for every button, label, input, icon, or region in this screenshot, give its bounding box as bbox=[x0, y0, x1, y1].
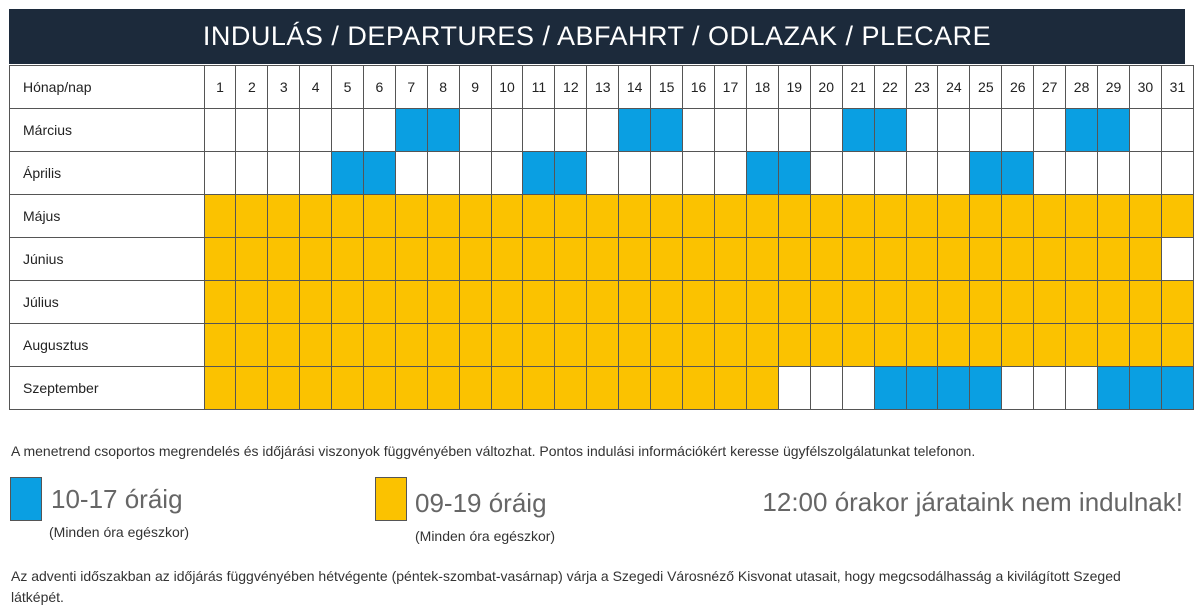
schedule-note: A menetrend csoportos megrendelés és időjárási viszonyok függvényében változhat. Pontos indulási információkért keresse ügyfélszolgálatunkat telefonon. bbox=[11, 443, 976, 459]
month-row bbox=[10, 324, 1194, 367]
day-cell-yellow bbox=[236, 238, 268, 281]
day-cell-yellow bbox=[204, 238, 236, 281]
day-cell-empty bbox=[810, 152, 842, 195]
day-cell-empty bbox=[938, 109, 970, 152]
day-cell-yellow bbox=[683, 367, 715, 410]
day-cell-empty bbox=[810, 367, 842, 410]
day-cell-empty bbox=[778, 367, 810, 410]
page-title: INDULÁS / DEPARTURES / ABFAHRT / ODLAZAK / PLECARE bbox=[9, 9, 1185, 64]
day-cell-yellow bbox=[395, 367, 427, 410]
day-cell-yellow bbox=[491, 195, 523, 238]
day-cell-yellow bbox=[778, 281, 810, 324]
day-cell-yellow bbox=[1098, 238, 1130, 281]
day-cell-yellow bbox=[746, 195, 778, 238]
day-cell-blue bbox=[427, 109, 459, 152]
day-header: 18 bbox=[746, 66, 778, 109]
day-cell-yellow bbox=[268, 238, 300, 281]
day-header: 3 bbox=[268, 66, 300, 109]
day-cell-blue bbox=[746, 152, 778, 195]
day-cell-yellow bbox=[268, 367, 300, 410]
day-cell-yellow bbox=[619, 195, 651, 238]
schedule-body bbox=[10, 109, 1194, 410]
day-cell-empty bbox=[1066, 152, 1098, 195]
day-cell-yellow bbox=[1002, 324, 1034, 367]
day-header: 9 bbox=[459, 66, 491, 109]
day-cell-blue bbox=[1129, 367, 1161, 410]
month-row bbox=[10, 281, 1194, 324]
day-cell-yellow bbox=[842, 195, 874, 238]
day-header: 15 bbox=[651, 66, 683, 109]
day-cell-yellow bbox=[874, 324, 906, 367]
day-cell-yellow bbox=[555, 195, 587, 238]
day-cell-yellow bbox=[332, 367, 364, 410]
day-cell-blue bbox=[874, 109, 906, 152]
day-cell-yellow bbox=[236, 281, 268, 324]
day-header: 11 bbox=[523, 66, 555, 109]
day-cell-blue bbox=[523, 152, 555, 195]
day-cell-yellow bbox=[587, 195, 619, 238]
day-cell-yellow bbox=[1098, 324, 1130, 367]
day-header: 10 bbox=[491, 66, 523, 109]
day-header: 1 bbox=[204, 66, 236, 109]
day-cell-yellow bbox=[587, 324, 619, 367]
day-cell-yellow bbox=[491, 238, 523, 281]
day-cell-yellow bbox=[300, 367, 332, 410]
day-cell-yellow bbox=[1129, 324, 1161, 367]
corner-label: Hónap/nap bbox=[10, 66, 205, 109]
month-label: Szeptember bbox=[10, 367, 205, 410]
day-cell-yellow bbox=[778, 195, 810, 238]
day-header: 22 bbox=[874, 66, 906, 109]
day-cell-empty bbox=[1129, 109, 1161, 152]
day-cell-empty bbox=[778, 109, 810, 152]
day-cell-empty bbox=[906, 152, 938, 195]
day-cell-empty bbox=[427, 152, 459, 195]
day-cell-yellow bbox=[268, 324, 300, 367]
day-cell-empty bbox=[810, 109, 842, 152]
day-cell-blue bbox=[842, 109, 874, 152]
day-cell-yellow bbox=[1161, 195, 1193, 238]
day-cell-empty bbox=[746, 109, 778, 152]
day-cell-yellow bbox=[300, 238, 332, 281]
day-cell-yellow bbox=[714, 238, 746, 281]
day-header: 5 bbox=[332, 66, 364, 109]
blue-legend-label: 10-17 óráig bbox=[51, 484, 183, 514]
advent-footer-note: Az adventi időszakban az időjárás függvényében hétvégente (péntek-szombat-vasárnap) várja a Szegedi Városnéző Kisvonat utasait, hogy megcsodálhasság a kivilágított Szeged látképét. bbox=[11, 568, 1121, 605]
day-cell-yellow bbox=[204, 367, 236, 410]
day-header: 19 bbox=[778, 66, 810, 109]
day-cell-yellow bbox=[459, 324, 491, 367]
day-cell-yellow bbox=[204, 281, 236, 324]
day-cell-yellow bbox=[970, 238, 1002, 281]
day-cell-yellow bbox=[1066, 281, 1098, 324]
day-header: 16 bbox=[683, 66, 715, 109]
month-label: Március bbox=[10, 109, 205, 152]
day-cell-yellow bbox=[395, 238, 427, 281]
day-cell-empty bbox=[1161, 238, 1193, 281]
day-cell-yellow bbox=[1034, 238, 1066, 281]
day-cell-yellow bbox=[1002, 238, 1034, 281]
day-header: 30 bbox=[1129, 66, 1161, 109]
day-cell-yellow bbox=[1034, 281, 1066, 324]
day-cell-yellow bbox=[683, 281, 715, 324]
yellow-legend-sub: (Minden óra egészkor) bbox=[415, 528, 556, 544]
day-header: 7 bbox=[395, 66, 427, 109]
day-cell-empty bbox=[268, 152, 300, 195]
day-cell-yellow bbox=[555, 367, 587, 410]
day-cell-yellow bbox=[268, 281, 300, 324]
departure-schedule-table bbox=[9, 65, 1194, 410]
day-cell-yellow bbox=[651, 195, 683, 238]
day-header: 17 bbox=[714, 66, 746, 109]
day-header: 27 bbox=[1034, 66, 1066, 109]
day-cell-yellow bbox=[395, 281, 427, 324]
day-cell-yellow bbox=[363, 324, 395, 367]
day-cell-yellow bbox=[395, 324, 427, 367]
day-header: 31 bbox=[1161, 66, 1193, 109]
day-cell-yellow bbox=[651, 238, 683, 281]
day-cell-yellow bbox=[1129, 238, 1161, 281]
day-cell-blue bbox=[1098, 109, 1130, 152]
day-cell-empty bbox=[619, 152, 651, 195]
day-cell-yellow bbox=[1161, 281, 1193, 324]
day-cell-yellow bbox=[842, 281, 874, 324]
day-cell-yellow bbox=[363, 195, 395, 238]
day-cell-yellow bbox=[842, 238, 874, 281]
day-cell-yellow bbox=[363, 281, 395, 324]
day-cell-yellow bbox=[491, 367, 523, 410]
day-cell-yellow bbox=[906, 195, 938, 238]
day-cell-yellow bbox=[523, 324, 555, 367]
day-cell-empty bbox=[1034, 109, 1066, 152]
day-cell-yellow bbox=[651, 324, 683, 367]
day-cell-yellow bbox=[427, 324, 459, 367]
day-cell-blue bbox=[619, 109, 651, 152]
day-header: 2 bbox=[236, 66, 268, 109]
day-header: 14 bbox=[619, 66, 651, 109]
day-cell-yellow bbox=[810, 238, 842, 281]
day-cell-empty bbox=[300, 152, 332, 195]
day-cell-yellow bbox=[300, 195, 332, 238]
day-cell-empty bbox=[842, 152, 874, 195]
day-cell-empty bbox=[555, 109, 587, 152]
day-cell-empty bbox=[395, 152, 427, 195]
day-cell-yellow bbox=[491, 281, 523, 324]
day-cell-yellow bbox=[714, 367, 746, 410]
day-cell-yellow bbox=[778, 238, 810, 281]
day-header: 6 bbox=[363, 66, 395, 109]
day-cell-yellow bbox=[714, 324, 746, 367]
day-cell-yellow bbox=[746, 238, 778, 281]
day-cell-yellow bbox=[1002, 195, 1034, 238]
day-cell-yellow bbox=[523, 195, 555, 238]
day-cell-yellow bbox=[587, 281, 619, 324]
day-cell-blue bbox=[970, 367, 1002, 410]
day-cell-yellow bbox=[236, 367, 268, 410]
day-cell-blue bbox=[778, 152, 810, 195]
day-cell-empty bbox=[1034, 367, 1066, 410]
noon-notice: 12:00 órakor járataink nem indulnak! bbox=[762, 487, 1183, 517]
day-header: 20 bbox=[810, 66, 842, 109]
day-header: 29 bbox=[1098, 66, 1130, 109]
day-cell-yellow bbox=[491, 324, 523, 367]
day-cell-yellow bbox=[683, 195, 715, 238]
day-cell-empty bbox=[714, 152, 746, 195]
day-cell-yellow bbox=[842, 324, 874, 367]
day-cell-yellow bbox=[906, 238, 938, 281]
day-cell-empty bbox=[1002, 109, 1034, 152]
day-header: 8 bbox=[427, 66, 459, 109]
day-cell-empty bbox=[268, 109, 300, 152]
day-cell-yellow bbox=[970, 281, 1002, 324]
day-cell-empty bbox=[651, 152, 683, 195]
day-cell-yellow bbox=[1098, 195, 1130, 238]
day-cell-yellow bbox=[332, 195, 364, 238]
day-cell-blue bbox=[874, 367, 906, 410]
day-cell-yellow bbox=[619, 324, 651, 367]
day-cell-blue bbox=[332, 152, 364, 195]
day-header: 12 bbox=[555, 66, 587, 109]
day-cell-yellow bbox=[1129, 195, 1161, 238]
day-cell-yellow bbox=[1034, 324, 1066, 367]
day-cell-empty bbox=[714, 109, 746, 152]
day-cell-empty bbox=[587, 109, 619, 152]
day-cell-yellow bbox=[683, 324, 715, 367]
day-cell-empty bbox=[1129, 152, 1161, 195]
month-label: Június bbox=[10, 238, 205, 281]
day-cell-empty bbox=[1161, 109, 1193, 152]
day-cell-yellow bbox=[778, 324, 810, 367]
day-cell-yellow bbox=[459, 281, 491, 324]
day-header: 23 bbox=[906, 66, 938, 109]
day-cell-yellow bbox=[746, 367, 778, 410]
day-cell-empty bbox=[683, 152, 715, 195]
blue-legend-swatch bbox=[10, 477, 42, 521]
day-cell-yellow bbox=[363, 367, 395, 410]
day-cell-yellow bbox=[555, 238, 587, 281]
day-cell-yellow bbox=[555, 324, 587, 367]
yellow-legend-label: 09-19 óráig bbox=[415, 488, 547, 518]
day-cell-empty bbox=[523, 109, 555, 152]
month-row bbox=[10, 238, 1194, 281]
day-cell-empty bbox=[874, 152, 906, 195]
month-row bbox=[10, 109, 1194, 152]
day-cell-empty bbox=[332, 109, 364, 152]
day-cell-empty bbox=[906, 109, 938, 152]
blue-legend-sub: (Minden óra egészkor) bbox=[49, 524, 190, 540]
day-cell-yellow bbox=[714, 195, 746, 238]
day-cell-yellow bbox=[651, 281, 683, 324]
day-cell-yellow bbox=[619, 367, 651, 410]
day-cell-yellow bbox=[459, 367, 491, 410]
day-cell-yellow bbox=[714, 281, 746, 324]
day-cell-blue bbox=[1161, 367, 1193, 410]
day-cell-yellow bbox=[427, 367, 459, 410]
day-cell-empty bbox=[459, 109, 491, 152]
yellow-legend-swatch bbox=[375, 477, 407, 521]
day-cell-yellow bbox=[970, 195, 1002, 238]
day-cell-empty bbox=[300, 109, 332, 152]
day-cell-yellow bbox=[619, 281, 651, 324]
day-header: 4 bbox=[300, 66, 332, 109]
day-cell-yellow bbox=[938, 238, 970, 281]
day-cell-yellow bbox=[587, 238, 619, 281]
day-cell-empty bbox=[1066, 367, 1098, 410]
day-cell-blue bbox=[651, 109, 683, 152]
day-cell-yellow bbox=[1066, 195, 1098, 238]
day-cell-blue bbox=[1002, 152, 1034, 195]
day-cell-yellow bbox=[1034, 195, 1066, 238]
day-cell-empty bbox=[970, 109, 1002, 152]
day-cell-empty bbox=[459, 152, 491, 195]
day-cell-yellow bbox=[683, 238, 715, 281]
day-cell-empty bbox=[587, 152, 619, 195]
day-cell-yellow bbox=[459, 238, 491, 281]
day-cell-yellow bbox=[555, 281, 587, 324]
day-cell-yellow bbox=[619, 238, 651, 281]
day-cell-yellow bbox=[1098, 281, 1130, 324]
month-label: Április bbox=[10, 152, 205, 195]
day-cell-blue bbox=[555, 152, 587, 195]
day-cell-blue bbox=[1098, 367, 1130, 410]
day-cell-empty bbox=[363, 109, 395, 152]
day-header: 25 bbox=[970, 66, 1002, 109]
day-cell-blue bbox=[970, 152, 1002, 195]
month-row bbox=[10, 195, 1194, 238]
day-cell-empty bbox=[1002, 367, 1034, 410]
day-cell-yellow bbox=[810, 195, 842, 238]
day-cell-empty bbox=[236, 109, 268, 152]
day-cell-yellow bbox=[204, 195, 236, 238]
day-cell-yellow bbox=[746, 281, 778, 324]
month-label: Július bbox=[10, 281, 205, 324]
day-cell-empty bbox=[842, 367, 874, 410]
day-cell-yellow bbox=[938, 324, 970, 367]
day-cell-yellow bbox=[874, 195, 906, 238]
day-cell-blue bbox=[906, 367, 938, 410]
day-cell-yellow bbox=[236, 195, 268, 238]
day-cell-yellow bbox=[938, 281, 970, 324]
day-cell-yellow bbox=[236, 324, 268, 367]
header-row bbox=[10, 66, 1194, 109]
day-cell-yellow bbox=[906, 281, 938, 324]
month-label: Május bbox=[10, 195, 205, 238]
day-cell-yellow bbox=[363, 238, 395, 281]
day-cell-yellow bbox=[874, 238, 906, 281]
day-cell-yellow bbox=[332, 281, 364, 324]
day-cell-blue bbox=[1066, 109, 1098, 152]
day-cell-yellow bbox=[874, 281, 906, 324]
day-cell-empty bbox=[491, 109, 523, 152]
day-header: 13 bbox=[587, 66, 619, 109]
day-cell-yellow bbox=[810, 324, 842, 367]
day-cell-blue bbox=[938, 367, 970, 410]
day-cell-yellow bbox=[746, 324, 778, 367]
day-cell-yellow bbox=[395, 195, 427, 238]
day-cell-yellow bbox=[1161, 324, 1193, 367]
day-cell-yellow bbox=[300, 281, 332, 324]
day-cell-yellow bbox=[938, 195, 970, 238]
day-cell-empty bbox=[204, 152, 236, 195]
day-cell-yellow bbox=[651, 367, 683, 410]
day-cell-empty bbox=[204, 109, 236, 152]
day-header: 21 bbox=[842, 66, 874, 109]
day-cell-yellow bbox=[1129, 281, 1161, 324]
day-cell-yellow bbox=[1066, 238, 1098, 281]
day-cell-empty bbox=[938, 152, 970, 195]
day-header: 28 bbox=[1066, 66, 1098, 109]
day-cell-yellow bbox=[427, 195, 459, 238]
day-cell-yellow bbox=[1002, 281, 1034, 324]
day-header: 24 bbox=[938, 66, 970, 109]
day-cell-empty bbox=[236, 152, 268, 195]
day-cell-yellow bbox=[332, 324, 364, 367]
day-cell-yellow bbox=[906, 324, 938, 367]
month-row bbox=[10, 367, 1194, 410]
day-cell-yellow bbox=[204, 324, 236, 367]
day-cell-yellow bbox=[332, 238, 364, 281]
day-cell-empty bbox=[1034, 152, 1066, 195]
day-cell-yellow bbox=[523, 281, 555, 324]
day-cell-yellow bbox=[268, 195, 300, 238]
day-cell-yellow bbox=[427, 238, 459, 281]
month-row bbox=[10, 152, 1194, 195]
day-cell-empty bbox=[1098, 152, 1130, 195]
day-cell-yellow bbox=[300, 324, 332, 367]
day-cell-yellow bbox=[587, 367, 619, 410]
day-cell-yellow bbox=[523, 238, 555, 281]
day-cell-empty bbox=[683, 109, 715, 152]
day-cell-yellow bbox=[523, 367, 555, 410]
day-header: 26 bbox=[1002, 66, 1034, 109]
day-cell-yellow bbox=[810, 281, 842, 324]
day-cell-yellow bbox=[1066, 324, 1098, 367]
day-cell-empty bbox=[491, 152, 523, 195]
day-cell-yellow bbox=[970, 324, 1002, 367]
schedule-header bbox=[10, 66, 1194, 109]
day-cell-empty bbox=[1161, 152, 1193, 195]
day-cell-yellow bbox=[427, 281, 459, 324]
day-cell-blue bbox=[395, 109, 427, 152]
month-label: Augusztus bbox=[10, 324, 205, 367]
day-cell-yellow bbox=[459, 195, 491, 238]
day-cell-blue bbox=[363, 152, 395, 195]
